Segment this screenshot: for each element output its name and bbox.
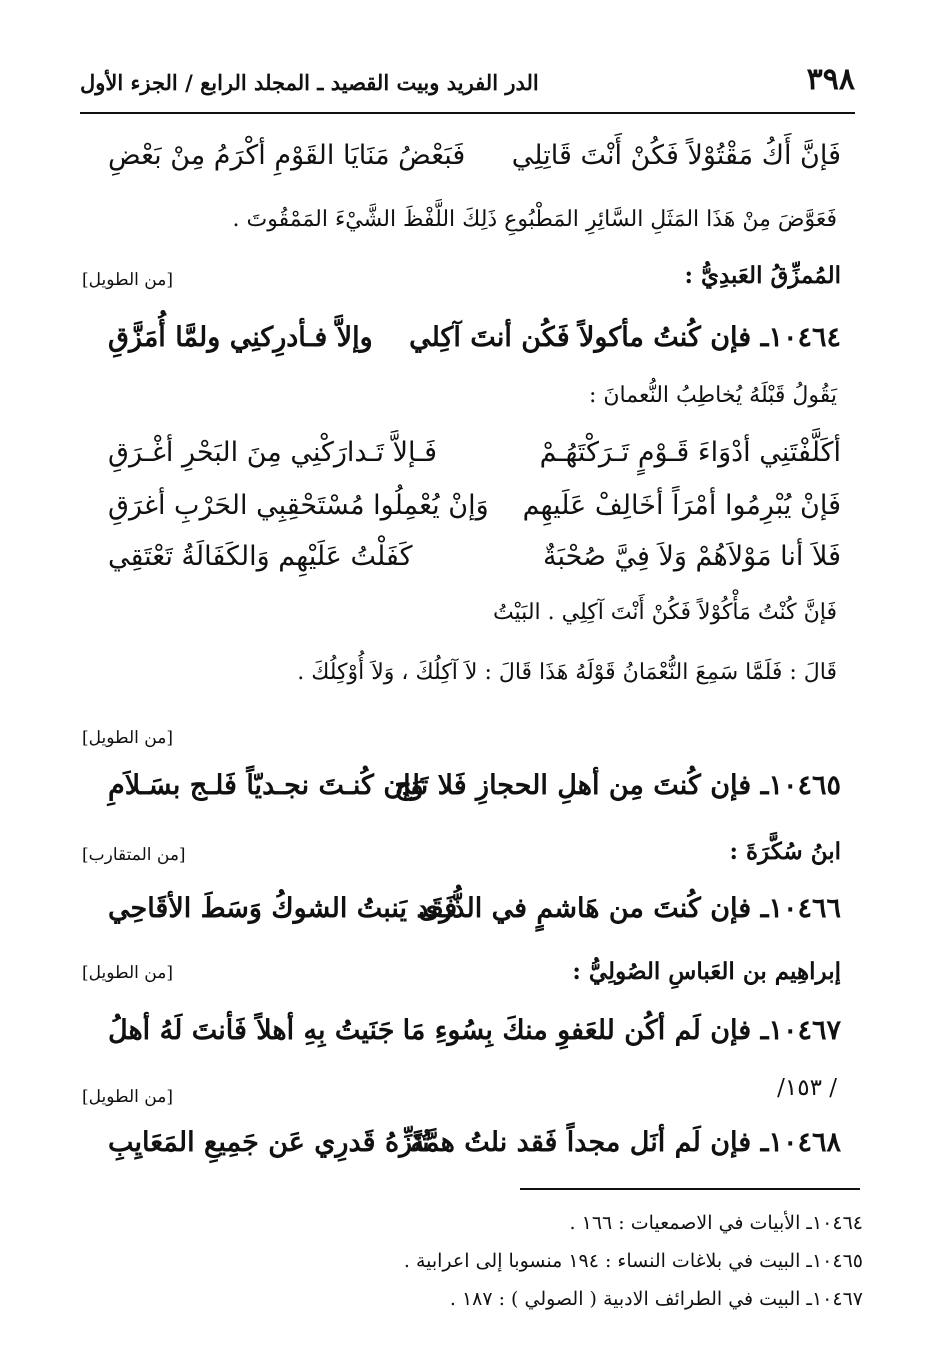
poet-heading: ابنُ سُكَّرَةَ : [729, 838, 841, 865]
hemistich-second: جَنَيتُ بِهِ أهلاً فَأنتَ لَهُ أهلُ [108, 1015, 395, 1046]
meter-label: [من الطويل] [82, 963, 173, 983]
hemistich-second: فَـإلاَّ تَـدارَكْنِي مِنَ البَحْرِ أغْـرَقِ [108, 437, 438, 468]
hemistich-first: فَلاَ أنا مَوْلاَهُمْ وَلاَ فِيَّ صُحْبَةٌ [542, 541, 841, 572]
header-rule [80, 112, 855, 114]
prose-line: يَقُولُ قَبْلَهُ يُخاطِبُ النُّعمانَ : [588, 383, 837, 408]
prose-line: قَالَ : فَلَمَّا سَمِعَ النُّعْمَانُ قَوْلَهُ هَذَا قَالَ : لاَ آكِلُكَ ، وَلاَ أُوْكِلُكَ . [297, 660, 837, 685]
page-header [80, 62, 855, 102]
prose-line: فَإنَّ كُنْتُ مَأْكُوْلاً فَكُنْ أَنْتَ آكِلِي . البَيْتُ [492, 600, 837, 625]
hemistich-first: ١٠٤٦٧ـ فإن لَم أكُن للعَفوِ منكَ بِسُوءِ مَا [402, 1015, 841, 1046]
page-number: ٣٩٨ [806, 62, 855, 97]
source-reference: / ١٥٣/ [777, 1075, 837, 1101]
footnote: ١٠٤٦٤ـ الأبيات في الاصمعيات : ١٦٦ . [569, 1212, 863, 1234]
hemistich-second: فَقَد يَنبتُ الشوكُ وَسَطَ الأقَاحِي [108, 893, 458, 924]
hemistich-second: فَبَعْضُ مَنَايَا القَوْمِ أكْرَمُ مِنْ بَعْضِ [108, 140, 466, 171]
hemistich-first: فَإنَّ أَكُ مَقْتُوْلاً فَكُنْ أَنْتَ قَاتِلِي [511, 140, 841, 171]
footnote: ١٠٤٦٥ـ البيت في بلاغات النساء : ١٩٤ منسوبا إلى اعرابية . [403, 1250, 863, 1272]
meter-label: [من الطويل] [82, 728, 173, 748]
hemistich-second: كَفَلْتُ عَلَيْهِم وَالكَفَالَةُ تَعْتَقِي [108, 541, 413, 572]
poet-heading: إبراهِيم بن العَباسِ الصُولِيُّ : [572, 958, 841, 985]
hemistich-first: ١٠٤٦٨ـ فإن لَم أنَل مجداً فَقد نلتُ همَّةً [410, 1127, 841, 1158]
hemistich-second: وَإن كُنـتَ نجـديّاً فَلـج بسَـلاَمِ [108, 770, 424, 801]
hemistich-first: ١٠٤٦٥ـ فإن كُنتَ مِن أهلِ الحجازِ فَلا تَلِج [394, 770, 841, 801]
hemistich-first: أكَلَّفْتَنِي أدْوَاءَ قَـوْمٍ تَـرَكْتَهُـمْ [539, 437, 841, 468]
meter-label: [من المتقارب] [82, 845, 186, 865]
hemistich-second: تُنَزِّهُ قَدرِي عَن جَمِيعِ المَعَايِبِ [108, 1127, 430, 1158]
running-title: الدر الفريد وبيت القصيد ـ المجلد الرابع / الجزء الأول [80, 70, 539, 95]
footnote-rule [520, 1188, 860, 1190]
hemistich-second: وَإنْ يُعْمِلُوا مُسْتَحْقِبِي الحَرْبِ أغرَقِ [108, 490, 489, 521]
hemistich-first: ١٠٤٦٤ـ فإن كُنتُ مأكولاً فَكُن أنتَ آكِلي [409, 322, 841, 353]
poet-heading: المُمزِّقُ العَبدِيُّ : [684, 262, 841, 289]
hemistich-first: ١٠٤٦٦ـ فإن كُنتَ من هَاشمٍ في الذُّرى [418, 893, 841, 924]
prose-line: فَعَوَّضَ مِنْ هَذَا المَثَلِ السَّائِرِ المَطْبُوعِ ذَلِكَ اللَّفْظَ الشَّيْءَ المَمْقُوتَ . [232, 207, 837, 232]
footnote: ١٠٤٦٧ـ البيت في الطرائف الادبية ( الصولي ) : ١٨٧ . [449, 1288, 863, 1310]
meter-label: [من الطويل] [82, 1087, 173, 1107]
meter-label: [من الطويل] [82, 270, 173, 290]
hemistich-first: فَإنْ يُبْرِمُوا أمْرَاً أخَالِفْ عَلَيهِم [522, 490, 841, 521]
hemistich-second: وإلاَّ فـأدرِكنِي ولمَّا أُمَزَّقِ [108, 322, 373, 353]
